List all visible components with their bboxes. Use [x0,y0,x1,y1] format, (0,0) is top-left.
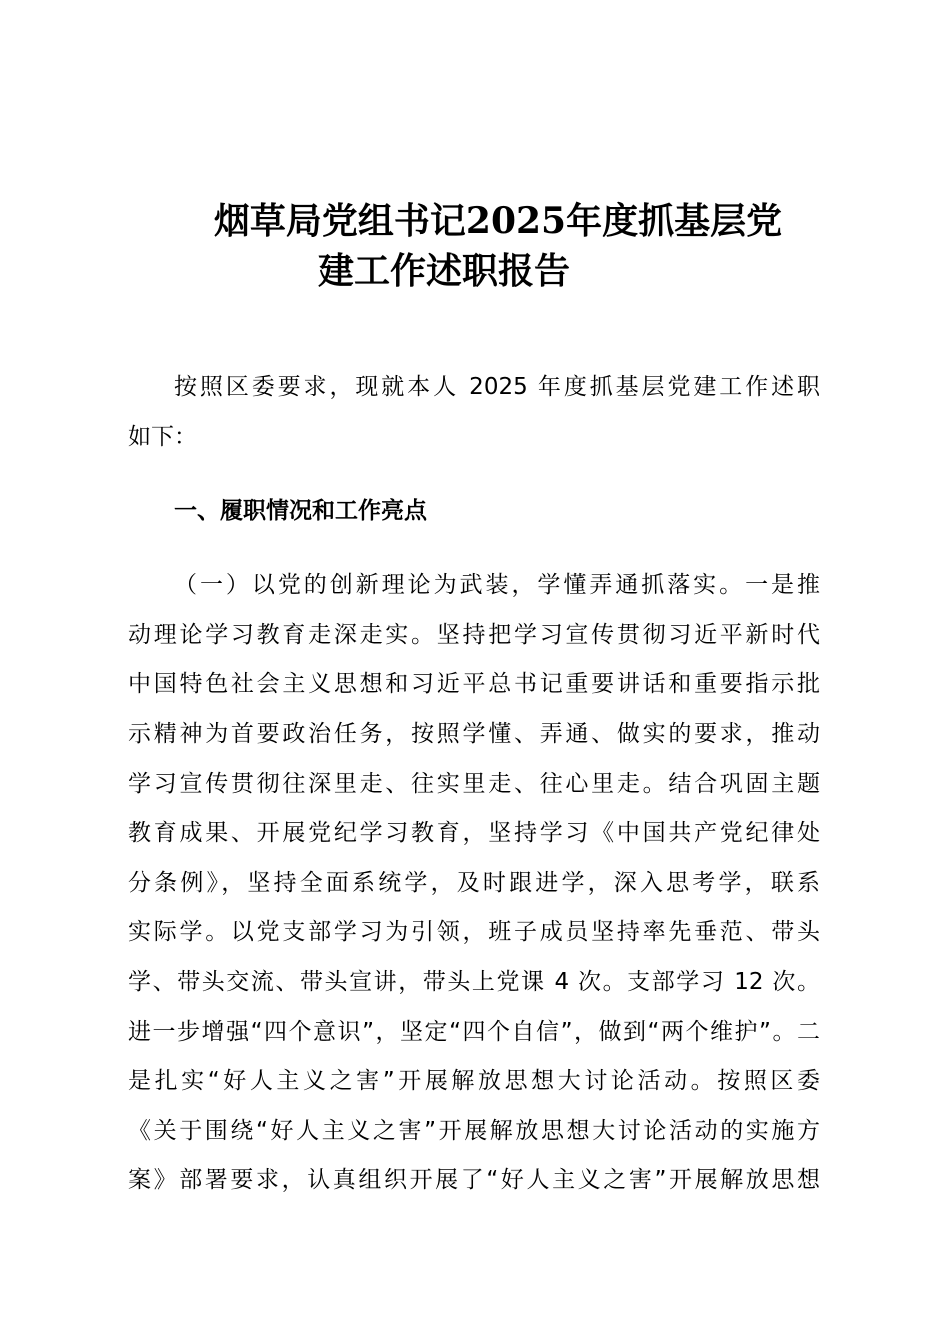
text-line: 分条例》，坚持全面系统学，及时跟进学，深入思考学，联系 [128,869,820,896]
document-title [128,196,820,296]
section-1-paragraph [128,561,820,1206]
text-line: 如下： [128,423,197,450]
text-line: 动理论学习教育走深走实。坚持把学习宣传贯彻习近平新时代 [128,621,820,648]
section-heading: 一、履职情况和工作亮点 [174,497,427,524]
text-line: 示精神为首要政治任务，按照学懂、弄通、做实的要求，推动 [128,720,820,747]
text-line: 按照区委要求，现就本人 2025 年度抓基层党建工作述职 [174,374,820,400]
text-line: （一）以党的创新理论为武装，学懂弄通抓落实。一是推 [174,572,820,599]
text-line: 是扎实“好人主义之害”开展解放思想大讨论活动。按照区委 [128,1068,820,1095]
text-line: 中国特色社会主义思想和习近平总书记重要讲话和重要指示批 [128,671,820,698]
text-line: 案》部署要求，认真组织开展了“好人主义之害”开展解放思想 [128,1167,820,1194]
text-line: 进一步增强“四个意识”，坚定“四个自信”，做到“两个维护”。二 [128,1018,820,1045]
text-line: 学习宣传贯彻往深里走、往实里走、往心里走。结合巩固主题 [128,770,820,797]
title-line-1: 烟草局党组书记2025年度抓基层党 [213,200,783,242]
intro-paragraph [128,363,820,462]
title-line-2: 建工作述职报告 [317,250,570,292]
text-line: 实际学。以党支部学习为引领，班子成员坚持率先垂范、带头 [128,919,820,946]
document-body [128,363,820,1206]
text-line: 《关于围绕“好人主义之害”开展解放思想大讨论活动的实施方 [128,1117,820,1144]
text-line: 教育成果、开展党纪学习教育，坚持学习《中国共产党纪律处 [128,820,820,847]
text-line: 学、带头交流、带头宣讲，带头上党课 4 次。支部学习 12 次。 [128,968,820,995]
